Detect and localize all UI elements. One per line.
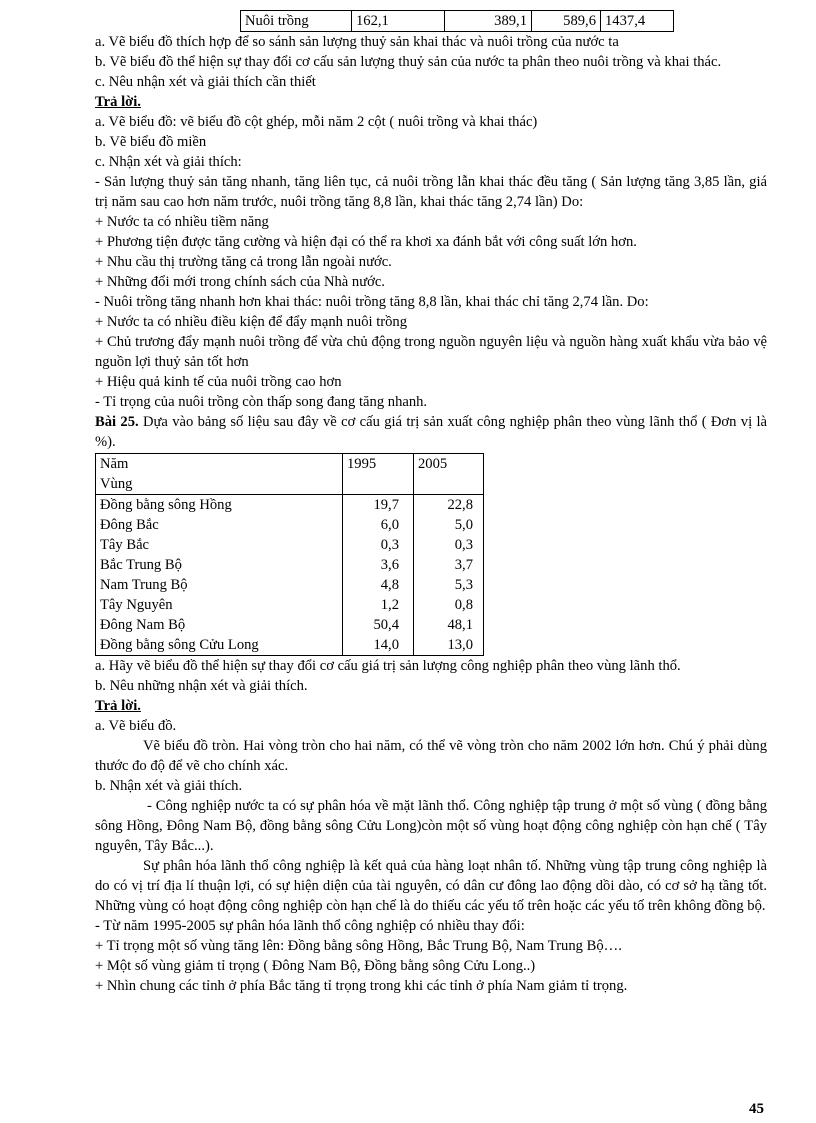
- question-c: c. Nêu nhận xét và giải thích cần thiết: [95, 74, 316, 90]
- region-name: Đông Nam Bộ: [100, 617, 186, 633]
- header-year-label: Năm: [100, 456, 129, 472]
- value-2005: 48,1: [447, 617, 473, 633]
- question-a: a. Vẽ biểu đồ thích hợp để so sánh sản lượng thuỷ sản khai thác và nuôi trồng của nước ta: [95, 34, 619, 50]
- reason-item: + Phương tiện được tăng cường và hiện đại có thể ra khơi xa đánh bắt với công suất lớn hơn.: [95, 234, 637, 250]
- table-cell: 389,1: [445, 11, 532, 32]
- industry-structure-table: [95, 453, 484, 656]
- answer-line: - Từ năm 1995-2005 sự phân hóa lãnh thổ công nghiệp có nhiều thay đổi:: [95, 918, 525, 934]
- region-name: Đồng bằng sông Cửu Long: [100, 637, 259, 653]
- answer-paragraph: Vẽ biểu đồ tròn. Hai vòng tròn cho hai năm, có thể vẽ vòng tròn cho năm 2002 lớn hơn. Chú ý phải dùng thước đo độ để vẽ cho chính xác.: [95, 738, 767, 774]
- value-1995: 19,7: [373, 497, 399, 513]
- value-1995: 4,8: [380, 577, 399, 593]
- table-cell: 162,1: [352, 11, 445, 32]
- answer-paragraph: - Công nghiệp nước ta có sự phân hóa về mặt lãnh thổ. Công nghiệp tập trung ở một số vùng ( đồng bằng sông Hồng, Đông Nam Bộ, đồng bằng sông Cửu Long)còn một số vùng hoạt động công nghiệp còn hạn chế ( Tây nguyên, Tây Bắc...).: [95, 798, 767, 854]
- exercise-intro: [95, 412, 767, 452]
- answer-line: a. Vẽ biểu đồ: vẽ biểu đồ cột ghép, mỗi năm 2 cột ( nuôi trồng và khai thác): [95, 114, 538, 130]
- region-name: Bắc Trung Bộ: [100, 557, 182, 573]
- year-header: 1995: [343, 454, 414, 495]
- region-name: Tây Bắc: [100, 537, 150, 553]
- table-body: [96, 495, 484, 656]
- value-1995: 0,3: [380, 537, 399, 553]
- reason-item: + Nhu cầu thị trường tăng cả trong lẫn ngoài nước.: [95, 254, 392, 270]
- answer-line: a. Vẽ biểu đồ.: [95, 718, 177, 734]
- table-row: [241, 11, 674, 32]
- question-b: b. Vẽ biểu đồ thể hiện sự thay đổi cơ cấu sản lượng thuỷ sản của nước ta phân theo nuôi trồng và khai thác.: [95, 54, 722, 70]
- value-1995: 1,2: [380, 597, 399, 613]
- page-number: 45: [749, 1101, 764, 1117]
- value-2005: 5,3: [454, 577, 473, 593]
- aquaculture-table: [240, 10, 674, 32]
- table-cell: 1437,4: [601, 11, 674, 32]
- value-2005: 0,3: [454, 537, 473, 553]
- answer-paragraph: - Nuôi trồng tăng nhanh hơn khai thác: nuôi trồng tăng 8,8 lần, khai thác chỉ tăng 2,74 lần. Do:: [95, 294, 649, 310]
- reason-item: + Nước ta có nhiều điều kiện để đẩy mạnh nuôi trồng: [95, 314, 408, 330]
- reason-item: + Hiệu quả kinh tế của nuôi trồng cao hơn: [95, 374, 342, 390]
- answer-line: c. Nhận xét và giải thích:: [95, 154, 242, 170]
- answer-line: + Một số vùng giảm tỉ trọng ( Đông Nam Bộ, Đồng bằng sông Cửu Long..): [95, 958, 536, 974]
- value-1995: 6,0: [380, 517, 399, 533]
- value-2005: 13,0: [447, 637, 473, 653]
- document-body: [95, 32, 767, 996]
- reason-item: + Những đổi mới trong chính sách của Nhà nước.: [95, 274, 385, 290]
- value-2005: 3,7: [454, 557, 473, 573]
- reason-item: - Tỉ trọng của nuôi trồng còn thấp song đang tăng nhanh.: [95, 394, 428, 410]
- reason-item: + Chủ trương đẩy mạnh nuôi trồng để vừa chủ động trong nguồn nguyên liệu và nguồn hàng xuất khẩu vừa bảo vệ nguồn lợi thuỷ sản tốt hơn: [95, 334, 767, 370]
- answer-paragraph: Sự phân hóa lãnh thổ công nghiệp là kết quả của hàng loạt nhân tố. Những vùng tập trung công nghiệp là do có vị trí địa lí thuận lợi, có sự hiện diện của tài nguyên, có dân cư đông lao động dồi dào, có cơ sở hạ tầng tốt. Những vùng có hoạt động công nghiệp còn hạn chế là do thiếu các yếu tố trên hoặc các yếu tố trên không đồng bộ.: [95, 858, 767, 914]
- value-2005: 22,8: [447, 497, 473, 513]
- table-header-row: [96, 454, 484, 495]
- year-header: 2005: [414, 454, 484, 495]
- answer-heading: Trả lời.: [95, 698, 141, 714]
- answer-line: b. Vẽ biểu đồ miền: [95, 134, 207, 150]
- value-1995: 14,0: [373, 637, 399, 653]
- reason-item: + Nước ta có nhiều tiềm năng: [95, 214, 269, 230]
- region-column: [96, 495, 343, 656]
- region-name: Đông Bắc: [100, 517, 159, 533]
- value-2005: 0,8: [454, 597, 473, 613]
- exercise-text: Dựa vào bảng số liệu sau đây về cơ cấu giá trị sản xuất công nghiệp phân theo vùng lãnh thổ ( Đơn vị là %).: [95, 414, 767, 450]
- answer-line: b. Nhận xét và giải thích.: [95, 778, 243, 794]
- question-a: a. Hãy vẽ biểu đồ thể hiện sự thay đổi cơ cấu giá trị sản lượng công nghiệp phân theo vùng lãnh thổ.: [95, 658, 681, 674]
- value-1995: 3,6: [380, 557, 399, 573]
- table-cell: 589,6: [532, 11, 601, 32]
- answer-line: + Nhìn chung các tỉnh ở phía Bắc tăng tỉ trọng trong khi các tỉnh ở phía Nam giảm tỉ trọng.: [95, 978, 628, 994]
- values-1995-column: [343, 495, 414, 656]
- header-region-label: Vùng: [100, 476, 133, 492]
- region-name: Tây Nguyên: [100, 597, 173, 613]
- values-2005-column: [414, 495, 484, 656]
- table-cell: Nuôi trồng: [241, 11, 352, 32]
- value-1995: 50,4: [373, 617, 399, 633]
- value-2005: 5,0: [454, 517, 473, 533]
- answer-paragraph: - Sản lượng thuỷ sản tăng nhanh, tăng liên tục, cả nuôi trồng lẫn khai thác đều tăng ( Sản lượng tăng 3,85 lần, giá trị năm sau cao hơn năm trước, nuôi trồng tăng 8,8 lần, khai thác tăng 2,74 lần) Do:: [95, 174, 767, 210]
- region-name: Nam Trung Bộ: [100, 577, 188, 593]
- answer-heading: Trả lời.: [95, 94, 141, 110]
- answer-line: + Tỉ trọng một số vùng tăng lên: Đồng bằng sông Hồng, Bắc Trung Bộ, Nam Trung Bộ….: [95, 938, 622, 954]
- exercise-label: Bài 25.: [95, 414, 139, 430]
- region-name: Đồng bằng sông Hồng: [100, 497, 232, 513]
- question-b: b. Nêu những nhận xét và giải thích.: [95, 678, 308, 694]
- header-corner-cell: [96, 454, 343, 495]
